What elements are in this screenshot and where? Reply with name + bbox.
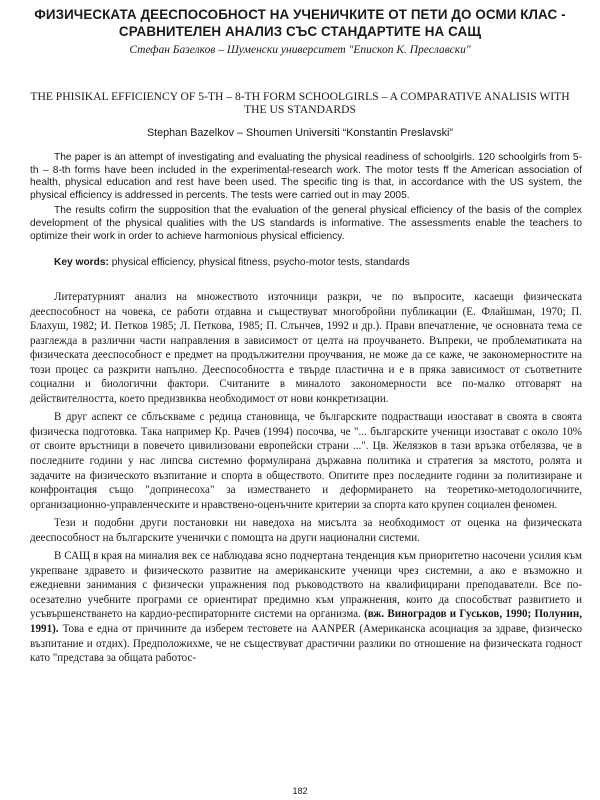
english-title: THE PHISIKAL EFFICIENCY OF 5-TH – 8-TH FORM SCHOOLGIRLS – A COMPARATIVE ANALISIS WITH THE US STANDARDS bbox=[30, 90, 570, 116]
bulgarian-title: ФИЗИЧЕСКАТА ДЕЕСПОСОБНОСТ НА УЧЕНИЧКИТЕ ОТ ПЕТИ ДО ОСМИ КЛАС - СРАВНИТЕЛЕН АНАЛИЗ СЪС СТАНДАРТИТЕ НА САЩ bbox=[34, 7, 566, 39]
page-number: 182 bbox=[292, 786, 308, 796]
body-paragraph-2: В друг аспект се сблъскваме с редица становища, че българските подрастващи изостават в своята в своята физическа подготовка. Така например Кр. Рачев (1994) посочва, че "... българските ученици изостават с около 10% от своите връстници в повечето цивилизовани европейски страни ...". Цв. Желязков в тази връзка отбелязва, че в последните години у нас липсва системно формулирана държавна политика и стратегия за мястото, ролята и задачите на физическото възпитание и спорта в обществото. Опитите през последните години за политизиране и конфронтация също "допринесоха" за изместването и деформирането на теоретико-методологичните, организационно-управленческите и нравствено-оценъчните критерии за спорта като крупен социален феномен. bbox=[30, 411, 582, 511]
keywords bbox=[30, 256, 582, 269]
english-author-line: Stephan Bazelkov – Shoumen Universiti “Konstantin Preslavski” bbox=[146, 127, 454, 139]
body-paragraph-4 bbox=[30, 549, 582, 665]
keywords-text: physical efficiency, physical fitness, psycho-motor tests, standards bbox=[108, 257, 410, 268]
body-paragraph-4-citation: (вж. Виноградов и Гуськов, 1990; Полунин, 1991). bbox=[30, 608, 583, 636]
body-text bbox=[30, 290, 582, 670]
abstract-paragraph-1: The paper is an attempt of investigating and evaluating the physical readiness of schoolgirls. 120 schoolgirls from 5-th – 8-th forms have been included in the experimental-research work. The motor tests ff the American association of health, physical education and rest have been used. The specific ting is that, in accordance with the US system, the physical efficiency is addressed in percents. The tests were carried out in may 2005. bbox=[30, 152, 582, 201]
abstract-paragraph-2: The results cofirm the supposition that the evaluation of the general physical efficiency of the basis of the complex development of the physical qualities with the US standards is informative. The assessments enable the teachers to optimize their work in order to achieve harmonious physical efficiency. bbox=[30, 205, 582, 242]
body-paragraph-3: Тези и подобни други постановки ни наведоха на мисълта за необходимост от оценка на физическата дееспособност на българските ученички с помощта на други национални системи. bbox=[30, 517, 582, 544]
body-paragraph-1: Литературният анализ на множеството източници разкри, че по въпросите, касаещи физическата дееспособност на човека, се работи отдавна и съществуват многобройни публикации (Е. Флайшман, 1970; П. Блахуш, 1982; И. Петков 1985; Л. Петкова, 1985; П. Слънчев, 1992 и др.). Прави впечатление, че основната тема се разглежда в различни части направления в зависимост от целта на проучването. Въпреки, че проблематиката на физическата дееспособност е предмет на продължителни проучвания, не може да се каже, че закономерностите на този процес са разкрити напълно. Дееспособността е твърде пластична и е в пряка зависимост от съответните социални и биологични фактори. Считаните в миналото закономерности все по-малко отговарят на действителността, което предизвиква необходимост от нови конкретизации. bbox=[30, 291, 582, 405]
body-paragraph-4-part-2: Това е една от причините да изберем тестовете на AANPER (Американска асоциация за здраве, физическо възпитание и отдих). Предположихме, че не съществуват драстични разлики по отношение на физическата годност като "представа за общата работос- bbox=[30, 623, 582, 665]
abstract bbox=[30, 152, 582, 246]
bulgarian-author-line: Стефан Базелков – Шуменски университет "Епископ К. Преславски" bbox=[129, 44, 471, 56]
body-paragraph-4-part-1: В САЩ в края на миналия век се наблюдава ясно подчертана тенденция към приоритетно насочени усилия към укрепване здравето и физическото развитие на американските ученици чрез системни, а ако е възможно и ежедневни занимания с физически упражнения под ръководството на квалифицирани преподаватели. Все по-осезателно учебните програми се ориентират предимно към упражнения, които да способстват развитието и усъвършенстването на кардио-респираторните системи на организма. bbox=[30, 550, 582, 621]
keywords-label: Key words: bbox=[54, 257, 109, 268]
